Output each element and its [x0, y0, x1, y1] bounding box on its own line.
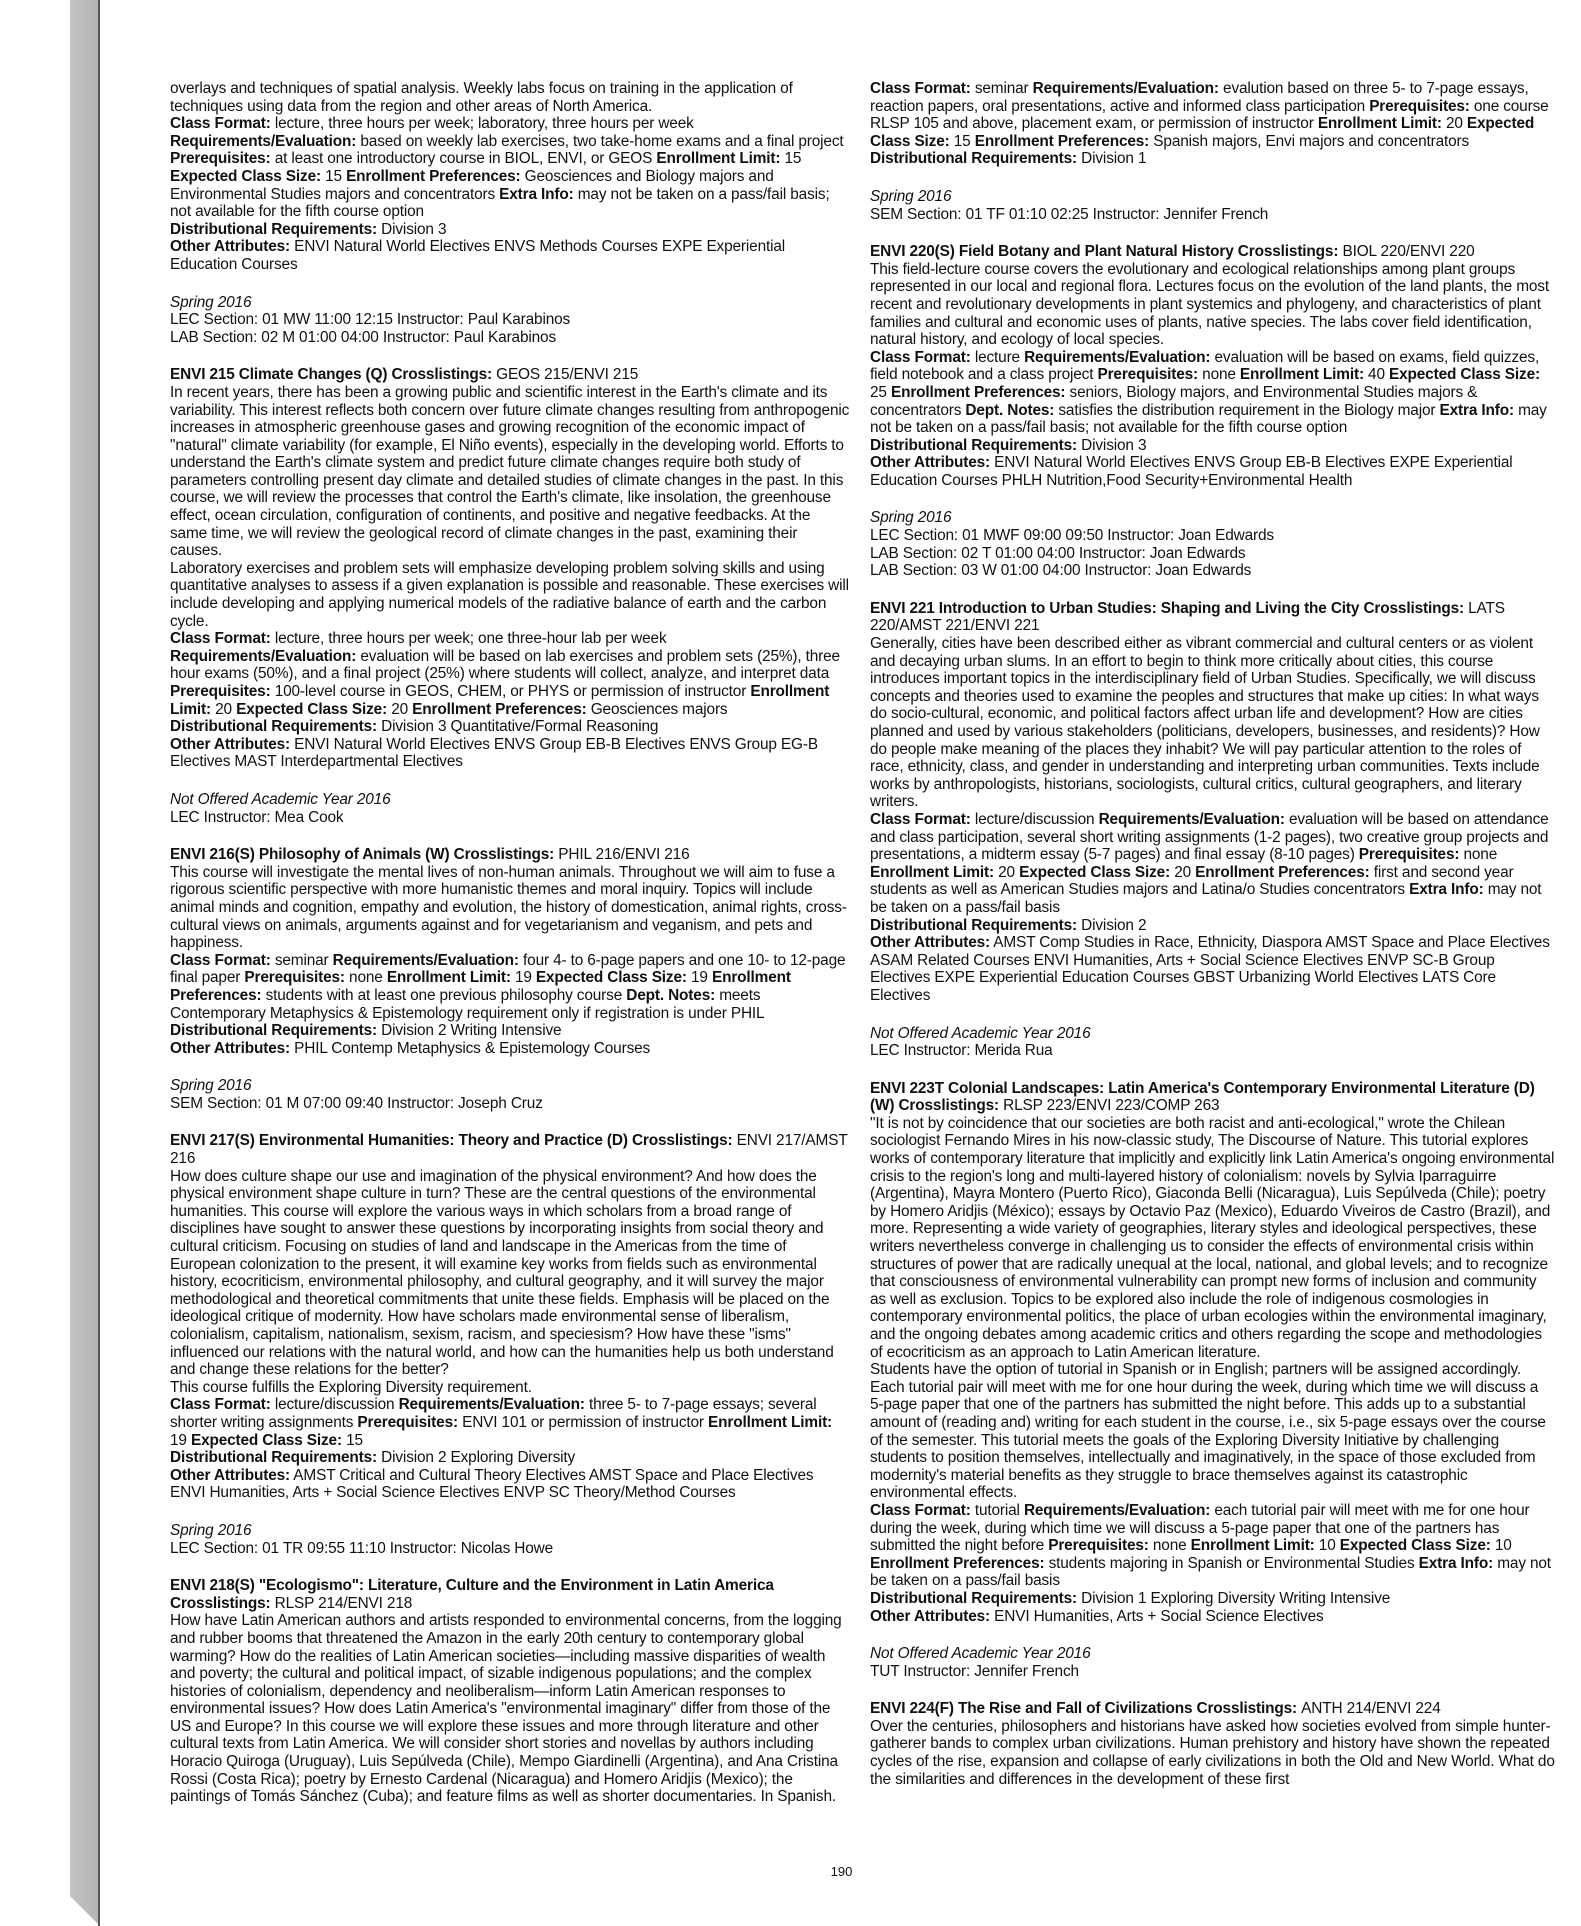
distributional-requirements: Distributional Requirements: Division 1 [870, 150, 1147, 168]
course-heading: ENVI 221 Introduction to Urban Studies: Shaping and Living the City Crosslistings: [870, 599, 1464, 617]
course-details: Class Format: seminar Requirements/Evaluation: evalution based on three 5- to 7-page essays, reaction papers, oral presentations, active and informed class participation Prerequisites: one course RLSP 105 and above, placement exam, or permission of instructor Enrollment Limit: 20 Expected Class Size: 15 Enrollment Preferences: Spanish majors, Envi majors and concentrators [870, 80, 1549, 150]
schedule-block [170, 1077, 850, 1112]
course-description: "It is not by coincidence that our societies are both racist and anti-ecological," wrote the Chilean sociologist Fernando Mires in his now-classic study, The Discourse of Nature. This tutorial explores works of contemporary literature that implicitly and explicitly link Latin America's ongoing environmental crisis to the region's long and multi-layered history of colonialism: novels by Sylvia Iparraguirre (Argentina), Mayra Montero (Puerto Rico), Giaconda Belli (Nicaragua), Luis Sepúlveda (Chile); poetry by Homero Aridjis (México); essays by Octavio Paz (Mexico), Eduardo Viveiros de Castro (Brazil), and more. Representing a wide variety of geographies, literary styles and ideological perspectives, these writers nevertheless converge in challenging us to consider the effects of environmental crisis within structures of power that are radically unequal at the local, national, and global levels; and to recognize that consciousness of environmental vulnerability can prompt new forms of inclusion and community as well as exclusion. Topics to be explored also include the role of indigenous cosmologies in contemporary environmental politics, the place of urban ecologies within the environmental imaginary, and the ongoing debates among academic critics and others regarding the scope and methodologies of ecocriticism as an approach to Latin American literature. [870, 1114, 1555, 1361]
course-description: Generally, cities have been described either as vibrant commercial and cultural centers or as violent and decaying urban slums. In an effort to begin to think more critically about cities, this course introduces important topics in the interdisciplinary field of Urban Studies. Specifically, we will discuss concepts and theories used to examine the peoples and structures that make up cities: In what ways do socio-cultural, economic, and political factors affect urban life and development? How are cities planned and used by various stakeholders (politicians, developers, businesses, and residents)? How do people make meaning of the places they inhabit? We will pay particular attention to the roles of race, ethnicity, class, and gender in understanding and interpreting urban communities. Texts include works by anthropologists, historians, sociologists, cultural critics, cultural geographers, and literary writers. [870, 635, 1540, 811]
right-column [870, 80, 1555, 1808]
section-line: LAB Section: 03 W 01:00 04:00 Instructor: Joan Edwards [870, 562, 1252, 580]
course-heading: ENVI 215 Climate Changes (Q) Crosslistings: [170, 366, 492, 384]
schedule-block [170, 294, 850, 347]
section-line: LAB Section: 02 T 01:00 04:00 Instructor: Joan Edwards [870, 544, 1246, 562]
schedule-block [870, 509, 1555, 579]
course-description: overlays and techniques of spatial analysis. Weekly labs focus on training in the application of techniques using data from the region and other areas of North America. [170, 80, 793, 115]
course-details: Class Format: lecture Requirements/Evaluation: evaluation will be based on exams, field quizzes, field notebook and a class project Prerequisites: none Enrollment Limit: 40 Expected Class Size: 25 Enrollment Preferences: seniors, Biology majors, and Environmental Studies majors & concentrators Dept. Notes: satisfies the distribution requirement in the Biology major Extra Info: may not be taken on a pass/fail basis; not available for the fifth course option [870, 348, 1547, 437]
course-title [170, 1577, 850, 1612]
distributional-requirements: Distributional Requirements: Division 3 Quantitative/Formal Reasoning [170, 718, 659, 736]
distributional-requirements: Distributional Requirements: Division 3 [170, 220, 447, 238]
distributional-requirements: Distributional Requirements: Division 2 Writing Intensive [170, 1022, 562, 1040]
term-label: Spring 2016 [870, 509, 952, 527]
schedule-block [170, 791, 850, 826]
term-label: Spring 2016 [170, 1077, 252, 1095]
course-description-extra: Students have the option of tutorial in Spanish or in English; partners will be assigned accordingly. Each tutorial pair will meet with me for one hour during the week, during which time we will discuss a 5-page paper that one of the partners has submitted the night before. This adds up to a substantial amount of (reading and) writing for each student in the course, i.e., six 5-page essays over the course of the semester. This tutorial meets the goals of the Exploring Diversity Initiative by challenging students to position themselves, intellectually and imaginatively, in the space of those excluded from modernity's material benefits as they struggle to brace themselves against its catastrophic environmental effects. [870, 1361, 1546, 1502]
section-line: SEM Section: 01 TF 01:10 02:25 Instructor: Jennifer French [870, 205, 1269, 223]
term-label: Spring 2016 [870, 187, 952, 205]
left-column [170, 80, 850, 1826]
course-details: Class Format: lecture/discussion Requirements/Evaluation: evaluation will be based on attendance and class participation, several short writing assignments (1-2 pages), two creative group projects and presentations, a midterm essay (5-7 pages) and final essay (8-10 pages) Prerequisites: none Enrollment Limit: 20 Expected Class Size: 20 Enrollment Preferences: first and second year students as well as American Studies majors and Latina/o Studies concentrators Extra Info: may not be taken on a pass/fail basis [870, 810, 1549, 916]
course-heading: ENVI 220(S) Field Botany and Plant Natural History Crosslistings: [870, 243, 1339, 261]
crosslistings: LATS 220/AMST 221/ENVI 221 [870, 599, 1505, 635]
crosslistings: PHIL 216/ENVI 216 [558, 846, 690, 864]
distributional-requirements: Distributional Requirements: Division 3 [870, 436, 1147, 454]
course-title [870, 1700, 1555, 1718]
section-line: LEC Instructor: Mea Cook [170, 808, 344, 826]
course-title [870, 600, 1555, 635]
term-label: Not Offered Academic Year 2016 [870, 1024, 1091, 1042]
other-attributes: Other Attributes: ENVI Natural World Electives ENVS Group EB-B Electives ENVS Group EG-B Electives MAST Interdepartmental Electives [170, 735, 818, 771]
schedule-block [870, 188, 1555, 223]
course-description: This course will investigate the mental lives of non-human animals. Throughout we will aim to fuse a rigorous scientific perspective with more humanistic themes and moral inquiry. Topics will include animal minds and cognition, empathy and evolution, the history of domestication, animal rights, cross-cultural views on animals, arguments against and for vegetarianism and veganism, and pets and happiness. [170, 863, 847, 952]
course-entry [870, 1080, 1555, 1625]
crosslistings: RLSP 214/ENVI 218 [274, 1594, 413, 1612]
section-line: SEM Section: 01 M 07:00 09:40 Instructor: Joseph Cruz [170, 1094, 543, 1112]
course-heading: ENVI 217(S) Environmental Humanities: Theory and Practice (D) Crosslistings: [170, 1132, 733, 1150]
other-attributes: Other Attributes: ENVI Humanities, Arts + Social Science Electives [870, 1607, 1324, 1625]
crosslistings: ENVI 217/AMST 216 [170, 1132, 848, 1168]
course-entry [870, 243, 1555, 489]
distributional-requirements: Distributional Requirements: Division 2 Exploring Diversity [170, 1449, 576, 1467]
section-line: LAB Section: 02 M 01:00 04:00 Instructor: Paul Karabinos [170, 328, 557, 346]
course-title [870, 243, 1555, 261]
section-line: LEC Section: 01 MWF 09:00 09:50 Instructor: Joan Edwards [870, 527, 1274, 545]
crosslistings: ANTH 214/ENVI 224 [1301, 1700, 1441, 1718]
section-line: LEC Instructor: Merida Rua [870, 1042, 1053, 1060]
schedule-block [870, 1645, 1555, 1680]
course-heading: ENVI 216(S) Philosophy of Animals (W) Crosslistings: [170, 846, 555, 864]
other-attributes: Other Attributes: ENVI Natural World Electives ENVS Methods Courses EXPE Experiential Education Courses [170, 238, 786, 273]
crosslistings: RLSP 223/ENVI 223/COMP 263 [1003, 1097, 1220, 1115]
term-label: Not Offered Academic Year 2016 [170, 790, 391, 808]
section-line: LEC Section: 01 TR 09:55 11:10 Instructor: Nicolas Howe [170, 1539, 553, 1557]
schedule-block [170, 1522, 850, 1557]
course-entry [170, 1132, 850, 1501]
course-details: Class Format: seminar Requirements/Evaluation: four 4- to 6-page papers and one 10- to 12-page final paper Prerequisites: none Enrollment Limit: 19 Expected Class Size: 19 Enrollment Preferences: students with at least one previous philosophy course Dept. Notes: meets Contemporary Metaphysics & Epistemology requirement only if registration is under PHIL [170, 951, 846, 1022]
course-details: Class Format: lecture, three hours per week; one three-hour lab per week Requirements/Evaluation: evaluation will be based on lab exercises and problem sets (25%), three hour exams (50%), and a final project (25%) where students will collect, analyze, and interpret data Prerequisites: 100-level course in GEOS, CHEM, or PHYS or permission of instructor Enrollment Limit: 20 Expected Class Size: 20 Enrollment Preferences: Geosciences majors [170, 630, 840, 718]
other-attributes: Other Attributes: PHIL Contemp Metaphysics & Epistemology Courses [170, 1039, 651, 1057]
section-line: TUT Instructor: Jennifer French [870, 1662, 1079, 1680]
course-entry [870, 1700, 1555, 1788]
section-line: LEC Section: 01 MW 11:00 12:15 Instructor: Paul Karabinos [170, 311, 571, 329]
course-description: How have Latin American authors and artists responded to environmental concerns, from the logging and rubber booms that threatened the Amazon in the early 20th century to contemporary global warming? How do the realities of Latin American societies—including massive disparities of wealth and poverty; the cultural and political impact, of sizable indigenous populations; and the complex histories of colonialism, dependency and neoliberalism—inform Latin American responses to environmental issues? How does Latin America's "environmental imaginary" differ from those of the US and Europe? In this course we will explore these issues and more through literature and other cultural texts from Latin America. We will consider short stories and novellas by authors including Horacio Quiroga (Uruguay), Luis Sepúlveda (Chile), Mempo Giardinelli (Argentina), and Ana Cristina Rossi (Costa Rica); poetry by Ernesto Cardenal (Nicaragua) and Homero Aridjis (Mexico); the paintings of Tomás Sánchez (Cuba); and feature films as well as shorter documentaries. In Spanish. [170, 1612, 842, 1806]
course-entry [170, 1577, 850, 1806]
schedule-block [870, 1025, 1555, 1060]
course-title [170, 846, 850, 864]
course-description: This field-lecture course covers the evolutionary and ecological relationships among plant groups represented in our local and regional flora. Lectures focus on the evolution of the land plants, the most recent and revolutionary developments in plant systemics and phylogeny, and characteristics of plant families and cultural and economic uses of plants, native species. The labs cover field identification, natural history, and ecology of local species. [870, 260, 1549, 349]
term-label: Spring 2016 [170, 293, 252, 311]
course-details: Class Format: lecture/discussion Requirements/Evaluation: three 5- to 7-page essays; several shorter writing assignments Prerequisites: ENVI 101 or permission of instructor Enrollment Limit: 19 Expected Class Size: 15 [170, 1396, 833, 1449]
course-entry [170, 80, 850, 274]
course-description: In recent years, there has been a growing public and scientific interest in the Earth's climate and its variability. This interest reflects both concern over future climate changes resulting from anthropogenic increases in atmospheric greenhouse gases and growing recognition of the economic impact of "natural" climate variability (for example, El Niño events), especially in the developing world. Efforts to understand the Earth's climate system and predict future climate changes require both study of parameters controlling present day climate and detailed studies of climate changes in the past. In this course, we will review the processes that control the Earth's climate, like insolation, the greenhouse effect, ocean circulation, configuration of continents, and positive and negative feedbacks. At the same time, we will review the geological record of climate changes in the past, examining their causes. [170, 383, 850, 560]
course-description: Over the centuries, philosophers and historians have asked how societies evolved from simple hunter-gatherer bands to complex urban civilizations. Human prehistory and history have shown the repeated cycles of the rise, expansion and collapse of early civilizations in both the Old and New World. What do the similarities and differences in the development of these first [870, 1717, 1555, 1788]
other-attributes: Other Attributes: ENVI Natural World Electives ENVS Group EB-B Electives EXPE Experiential Education Courses PHLH Nutrition,Food Security+Environmental Health [870, 454, 1513, 489]
course-entry [170, 846, 850, 1057]
catalog-page [98, 0, 1581, 1926]
book-spine-edge [0, 0, 100, 1926]
page-number: 190 [830, 1864, 853, 1879]
course-title [170, 1132, 850, 1167]
course-entry [870, 80, 1555, 168]
other-attributes: Other Attributes: AMST Critical and Cultural Theory Electives AMST Space and Place Electives ENVI Humanities, Arts + Social Science Electives ENVP SC Theory/Method Courses [170, 1466, 814, 1502]
course-title [170, 366, 850, 384]
course-description-extra: Laboratory exercises and problem sets will emphasize developing problem solving skills and using quantitative analyses to assess if a given explanation is possible and reasonable. These exercises will include developing and applying numerical models of the radiative balance of earth and the carbon cycle. [170, 559, 849, 630]
course-title [870, 1080, 1555, 1115]
term-label: Spring 2016 [170, 1521, 252, 1539]
course-description-extra: This course fulfills the Exploring Diversity requirement. [170, 1378, 532, 1396]
term-label: Not Offered Academic Year 2016 [870, 1645, 1091, 1663]
course-details: Class Format: tutorial Requirements/Evaluation: each tutorial pair will meet with me for one hour during the week, during which time we will discuss a 5-page paper that one of the partners has submitted the night before Prerequisites: none Enrollment Limit: 10 Expected Class Size: 10 Enrollment Preferences: students majoring in Spanish or Environmental Studies Extra Info: may not be taken on a pass/fail basis [870, 1501, 1551, 1590]
course-heading: ENVI 218(S) "Ecologismo": Literature, Culture and the Environment in Latin America Crosslistings: [170, 1577, 774, 1612]
course-entry [870, 600, 1555, 1005]
course-details: Class Format: lecture, three hours per week; laboratory, three hours per week Requirements/Evaluation: based on weekly lab exercises, two take-home exams and a final project Prerequisites: at least one introductory course in BIOL, ENVI, or GEOS Enrollment Limit: 15 Expected Class Size: 15 Enrollment Preferences: Geosciences and Biology majors and Environmental Studies majors and concentrators Extra Info: may not be taken on a pass/fail basis; not available for the fifth course option [170, 115, 844, 221]
course-entry [170, 366, 850, 771]
crosslistings: GEOS 215/ENVI 215 [496, 366, 639, 384]
distributional-requirements: Distributional Requirements: Division 2 [870, 916, 1147, 934]
course-heading: ENVI 223T Colonial Landscapes: Latin America's Contemporary Environmental Literature (D) (W) Crosslistings: [870, 1079, 1535, 1115]
distributional-requirements: Distributional Requirements: Division 1 Exploring Diversity Writing Intensive [870, 1589, 1391, 1607]
other-attributes: Other Attributes: AMST Comp Studies in Race, Ethnicity, Diaspora AMST Space and Place Electives ASAM Related Courses ENVI Humanities, Arts + Social Science Electives ENVP SC-B Group Electives EXPE Experiential Education Courses GBST Urbanizing World Electives LATS Core Electives [870, 934, 1550, 1004]
course-heading: ENVI 224(F) The Rise and Fall of Civilizations Crosslistings: [870, 1700, 1298, 1718]
course-description: How does culture shape our use and imagination of the physical environment? And how does the physical environment shape culture in turn? These are the central questions of the environmental humanities. This course will explore the various ways in which scholars from a broad range of disciplines have sought to answer these questions by incorporating insights from social theory and cultural criticism. Focusing on studies of land and landscape in the Americas from the time of European colonization to the present, it will examine key works from fields such as environmental history, ecocriticism, environmental philosophy, and cultural geography, and it will survey the major methodological and theoretical commitments that unite these fields. Emphasis will be placed on the ideological critique of modernity. How have scholars made environmental sense of liberalism, colonialism, capitalism, nationalism, sexism, racism, and speciesism? How have these "isms" influenced our relations with the natural world, and how can the humanities help us both understand and change these relations for the better? [170, 1167, 834, 1379]
crosslistings: BIOL 220/ENVI 220 [1342, 243, 1475, 261]
